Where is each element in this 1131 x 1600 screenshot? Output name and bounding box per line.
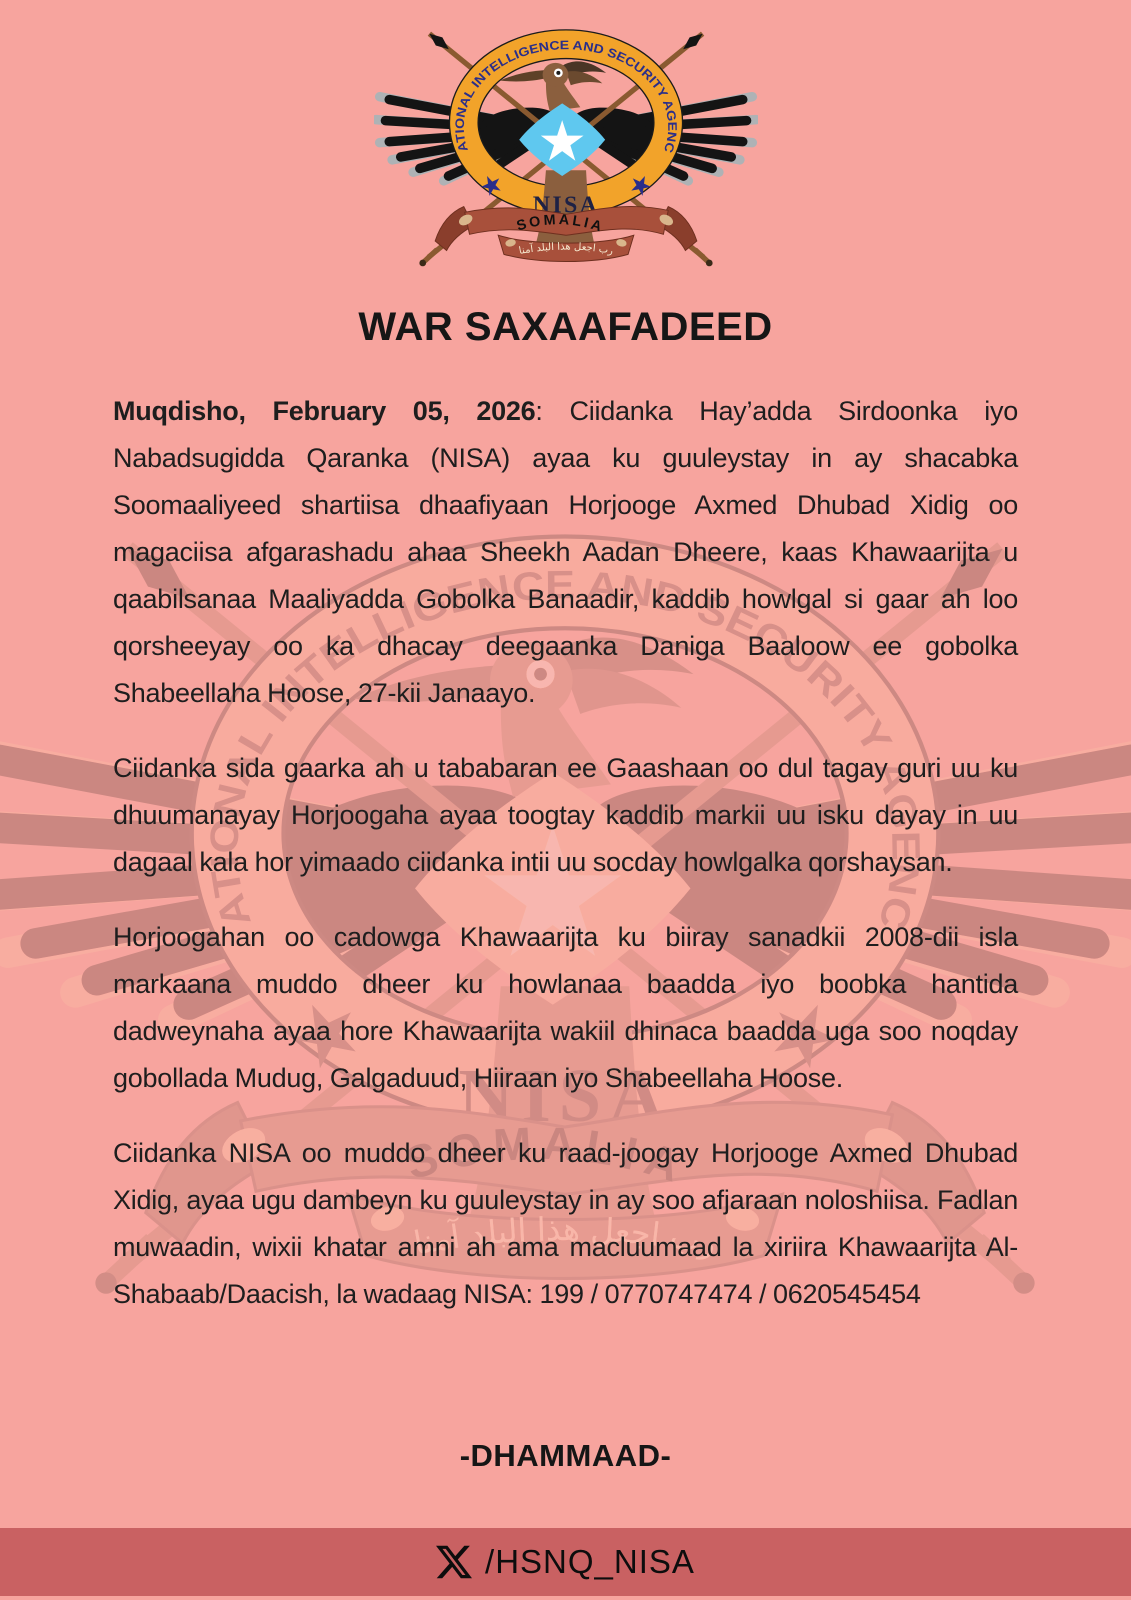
footer-bar bbox=[0, 1528, 1131, 1596]
footer-handle: /HSNQ_NISA bbox=[485, 1543, 695, 1580]
paragraph-1-text: : Ciidanka Hay’adda Sirdoonka iyo Nabadsugidda Qaranka (NISA) ayaa ku guuleystay in ay shacabka Soomaaliyeed shartiisa dhaafiyaan Horjooge Axmed Dhubad Xidig oo magaciisa afgarashadu ahaa Sheekh Aadan Dheere, kaas Khawaarijta u qaabilsanaa Maaliyadda Gobolka Banaadir, kaddib howlgal si gaar ah loo qorsheeyay oo ka dhacay deegaanka Daniga Baaloow ee gobolka Shabeellaha Hoose, 27-kii Janaayo. bbox=[113, 396, 1018, 708]
paragraph-1 bbox=[113, 388, 1018, 717]
page-title: WAR SAXAAFADEED bbox=[358, 305, 773, 349]
paragraph-4: Ciidanka NISA oo muddo dheer ku raad-joogay Horjooge Axmed Dhubad Xidig, ayaa ugu dambeyn ku guuleystay in ay soo afjaraan noloshiisa. Fadlan muwaadin, wixii khatar amni ah ama macluumaad la xiriira Khawaarijta Al-Shabaab/Daacish, la wadaag NISA: 199 / 0770747474 / 0620545454 bbox=[113, 1138, 1018, 1309]
press-release-body bbox=[113, 388, 1018, 1346]
nisa-emblem-logo bbox=[374, 6, 758, 293]
closing-text: -DHAMMAAD- bbox=[459, 1438, 672, 1473]
x-logo-icon bbox=[436, 1544, 472, 1580]
dateline: Muqdisho, February 05, 2026 bbox=[113, 396, 536, 426]
x-profile-link[interactable] bbox=[436, 1543, 695, 1581]
paragraph-2: Ciidanka sida gaarka ah u tababaran ee Gaashaan oo dul tagay guri uu ku dhuumanayay Horjoogaha ayaa toogtay kaddib markii uu isku dayay in uu dagaal kala hor yimaado ciidanka intii uu socday howlgalka qorshaysan. bbox=[113, 753, 1018, 877]
paragraph-3: Horjoogahan oo cadowga Khawaarijta ku biiray sanadkii 2008-dii isla markaana muddo dheer ku howlanaa baadda iyo boobka hantida dadweynaha ayaa hore Khawaarijta wakiil dhinaca baadda uga soo noqday gobollada Mudug, Galgaduud, Hiiraan iyo Shabeellaha Hoose. bbox=[113, 922, 1018, 1093]
